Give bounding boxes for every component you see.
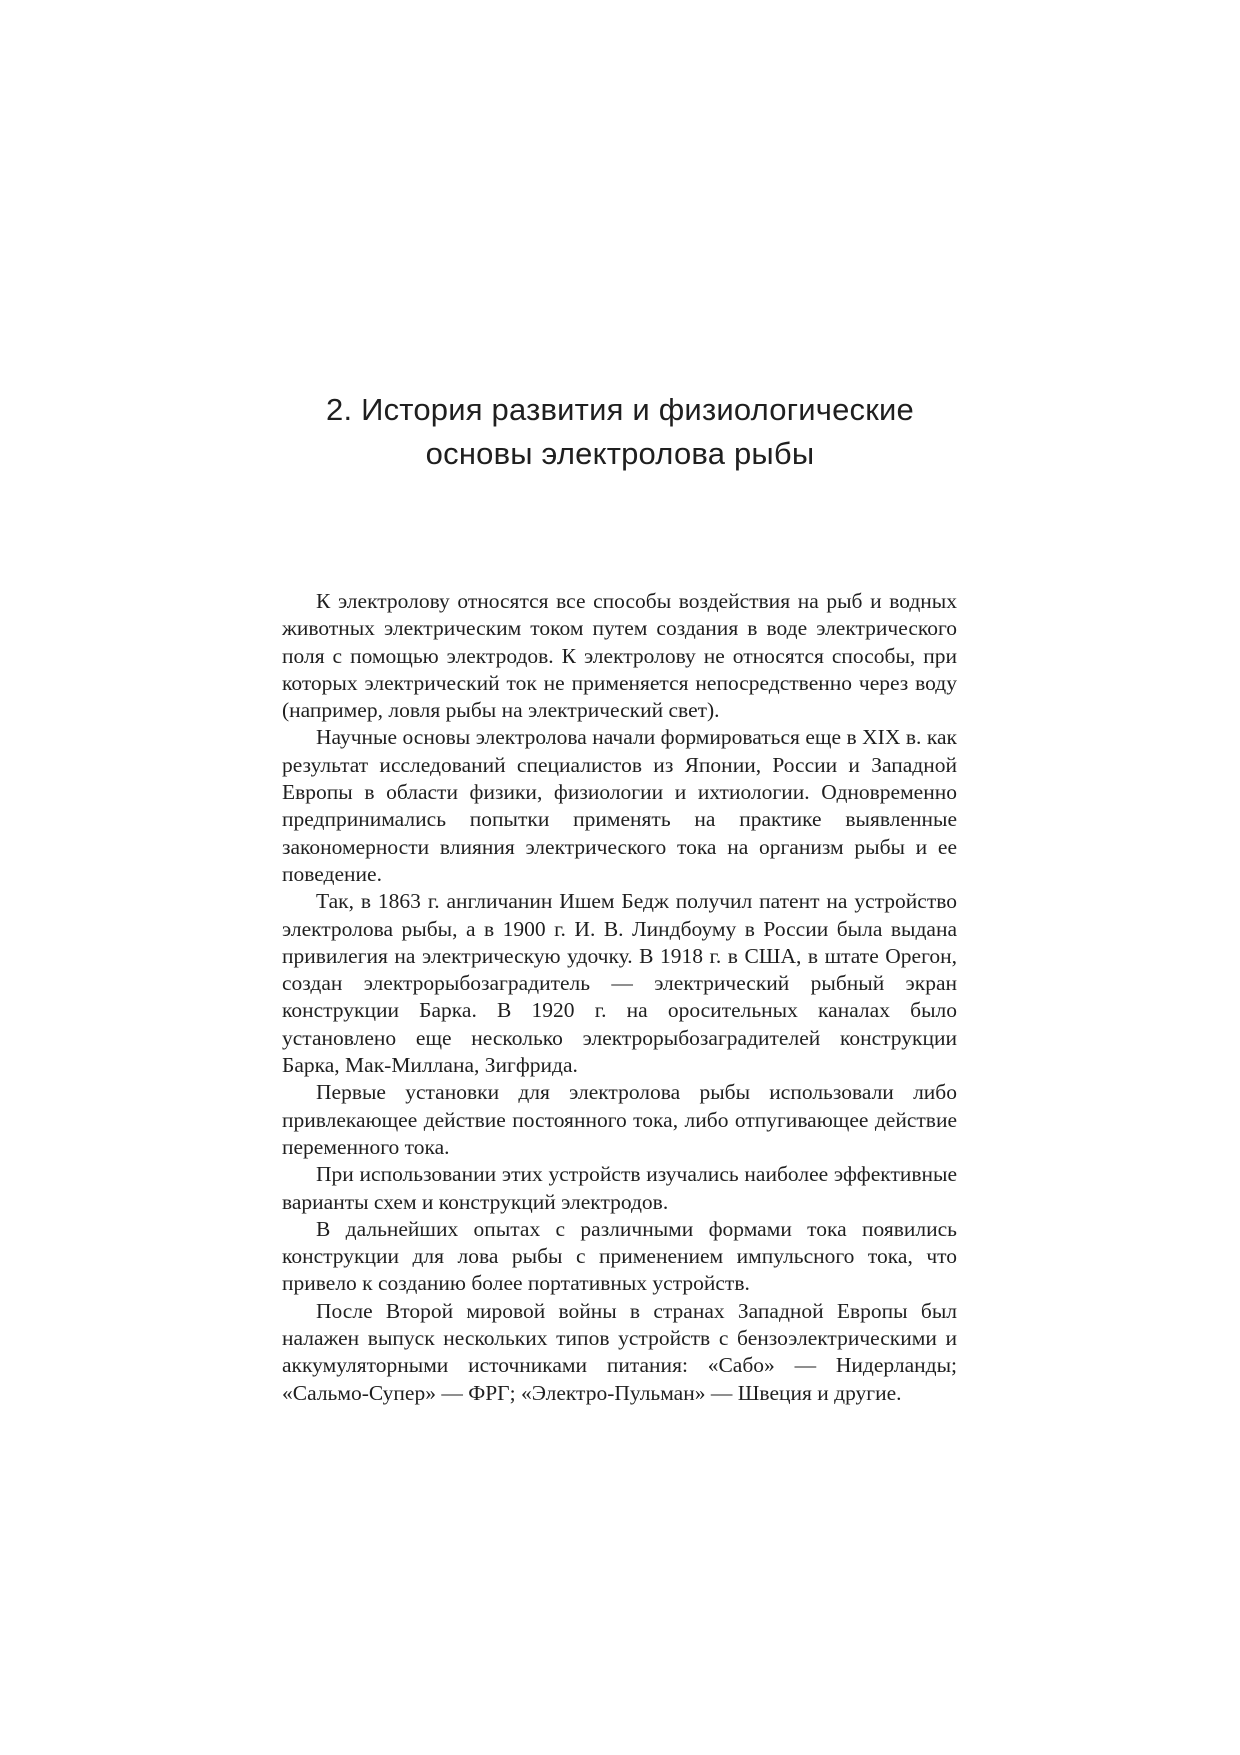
body-text (282, 588, 957, 1407)
chapter-title-line-1: 2. История развития и физиологические (326, 392, 914, 427)
chapter-title-line-2: основы электролова рыбы (425, 436, 815, 471)
paragraph: Так, в 1863 г. англичанин Ишем Бедж получил патент на устройство электролова рыбы, а в 1900 г. И. В. Линдбоуму в России была выдана привилегия на электрическую удочку. В 1918 г. в США, в штате Орегон, создан электрорыбозаградитель — электрический рыбный экран конструкции Барка. В 1920 г. на оросительных каналах было установлено еще несколько электрорыбозаградителей конструкции Барка, Мак-Миллана, Зигфрида. (282, 889, 957, 1078)
paragraph: После Второй мировой войны в странах Западной Европы был налажен выпуск нескольких типов устройств с бензоэлектрическими и аккумуляторными источниками питания: «Сабо» — Нидерланды; «Сальмо-Супер» — ФРГ; «Электро-Пульман» — Швеция и другие. (282, 1298, 957, 1405)
paragraph: Научные основы электролова начали формироваться еще в XIX в. как результат исследований специалистов из Японии, России и Западной Европы в области физики, физиологии и ихтиологии. Одновременно предпринимались попытки применять на практике выявленные закономерности влияния электрического тока на организм рыбы и ее поведение. (282, 725, 957, 886)
paragraph: При использовании этих устройств изучались наиболее эффективные варианты схем и конструкций электродов. (282, 1162, 957, 1214)
paragraph: Первые установки для электролова рыбы использовали либо привлекающее действие постоянного тока, либо отпугивающее действие переменного тока. (282, 1080, 957, 1159)
chapter-title (250, 388, 990, 476)
paragraph: К электролову относятся все способы воздействия на рыб и водных животных электрическим током путем создания в воде электрического поля с помощью электродов. К электролову не относятся способы, при которых электрический ток не применяется непосредственно через воду (например, ловля рыбы на электрический свет). (282, 589, 957, 723)
paragraph: В дальнейших опытах с различными формами тока появились конструкции для лова рыбы с применением импульсного тока, что привело к созданию более портативных устройств. (282, 1216, 957, 1296)
